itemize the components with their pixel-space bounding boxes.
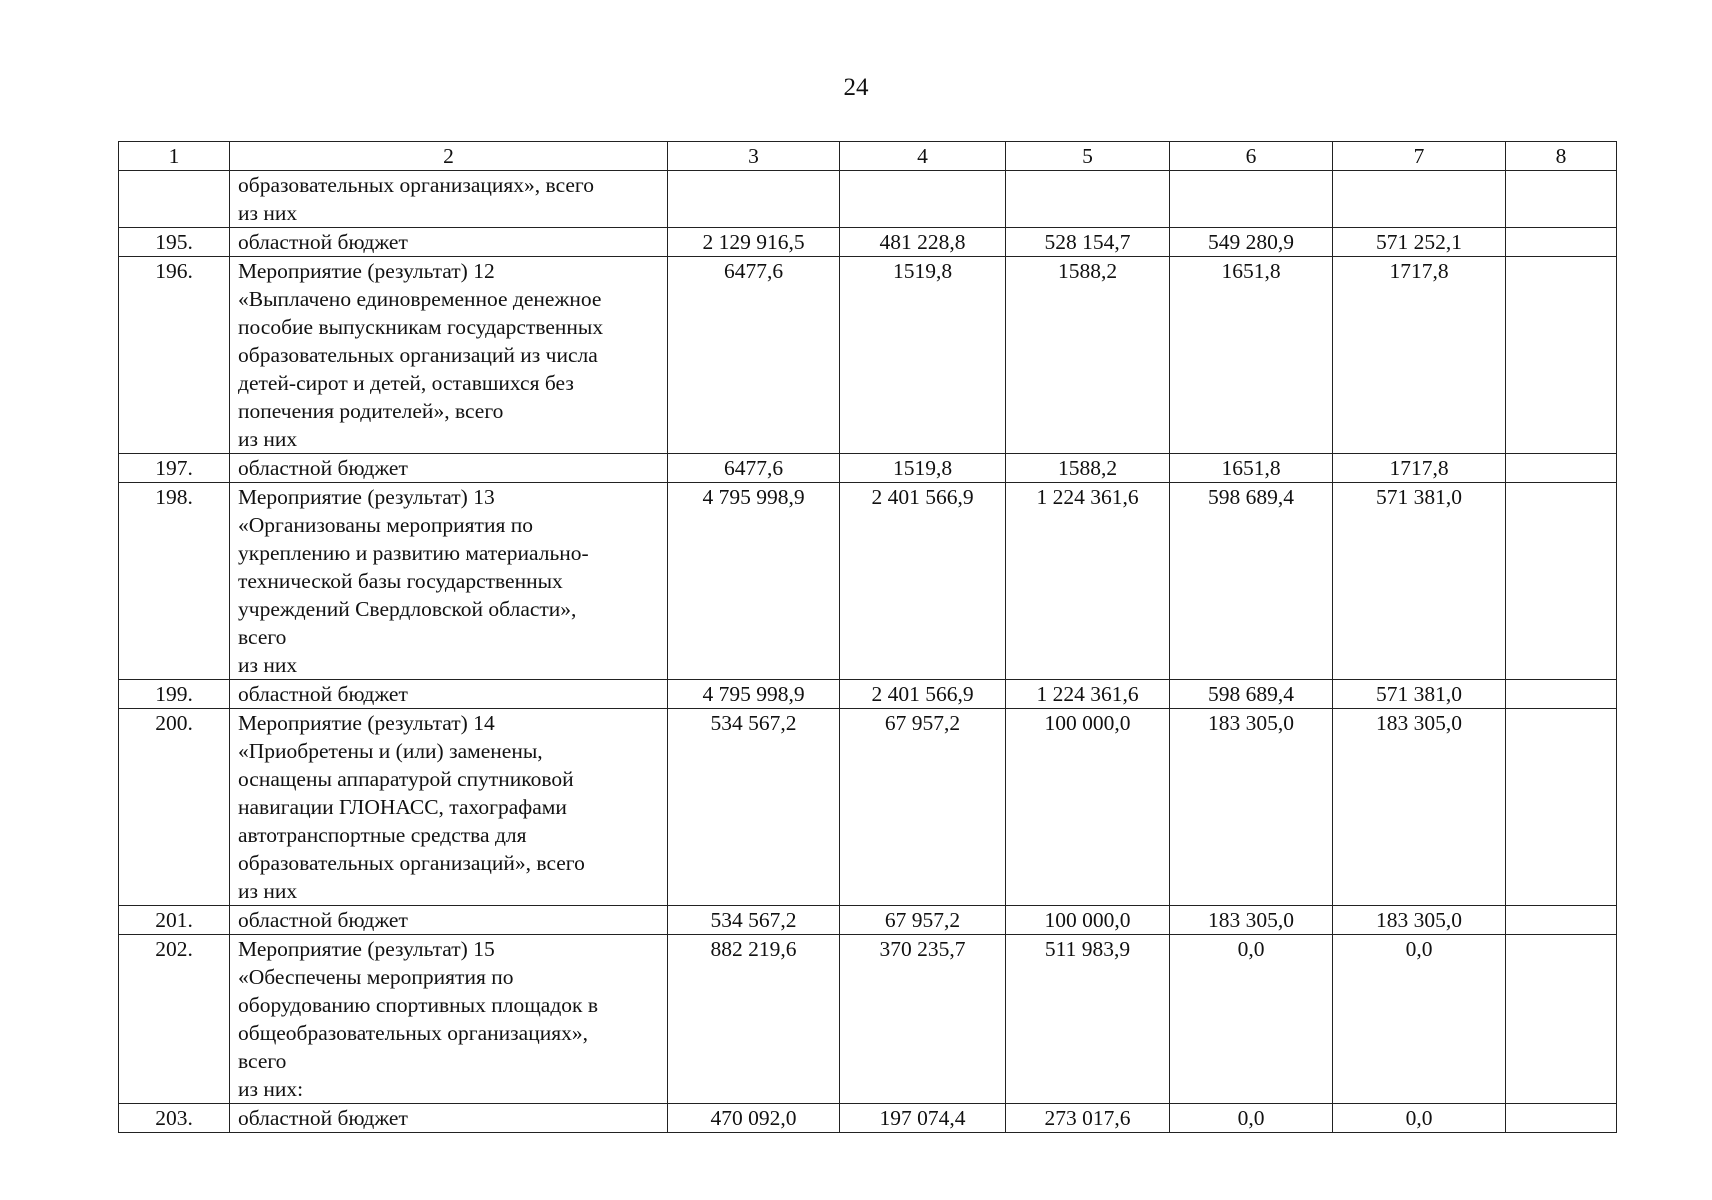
row-description — [230, 680, 668, 709]
table-row — [119, 257, 1617, 454]
value-cell-col3 — [668, 171, 840, 228]
description-line: из них: — [238, 1077, 304, 1101]
description-line: укреплению и развитию материально- — [238, 541, 589, 565]
header-row — [119, 142, 1617, 171]
value-cell-col8 — [1506, 228, 1617, 257]
value-cell-col3: 4 795 998,9 — [668, 483, 840, 680]
value-cell-col7: 571 381,0 — [1333, 483, 1506, 680]
value-cell-col5 — [1006, 171, 1170, 228]
description-line: Мероприятие (результат) 15 — [238, 937, 495, 961]
table-row — [119, 709, 1617, 906]
description-line: из них — [238, 201, 298, 225]
value-cell-col4: 481 228,8 — [840, 228, 1006, 257]
description-line: областной бюджет — [238, 908, 408, 932]
value-cell-col6: 0,0 — [1170, 1104, 1333, 1133]
value-cell-col6: 598 689,4 — [1170, 680, 1333, 709]
value-cell-col7: 1717,8 — [1333, 257, 1506, 454]
value-cell-col5: 1 224 361,6 — [1006, 680, 1170, 709]
row-number — [119, 171, 230, 228]
value-cell-col6 — [1170, 171, 1333, 228]
description-line: учреждений Свердловской области», — [238, 597, 577, 621]
row-description — [230, 257, 668, 454]
value-cell-col5: 273 017,6 — [1006, 1104, 1170, 1133]
row-number: 201. — [119, 906, 230, 935]
row-number: 195. — [119, 228, 230, 257]
description-line: общеобразовательных организациях», — [238, 1021, 588, 1045]
value-cell-col4 — [840, 171, 1006, 228]
value-cell-col3: 534 567,2 — [668, 709, 840, 906]
column-header: 5 — [1006, 142, 1170, 171]
value-cell-col7: 0,0 — [1333, 935, 1506, 1104]
description-line: образовательных организаций», всего — [238, 851, 585, 875]
column-header: 1 — [119, 142, 230, 171]
budget-table — [118, 141, 1617, 1133]
table-body — [119, 142, 1617, 1133]
row-number: 202. — [119, 935, 230, 1104]
row-description — [230, 171, 668, 228]
description-line: оснащены аппаратурой спутниковой — [238, 767, 574, 791]
value-cell-col3: 882 219,6 — [668, 935, 840, 1104]
row-description — [230, 709, 668, 906]
value-cell-col8 — [1506, 454, 1617, 483]
value-cell-col4: 67 957,2 — [840, 709, 1006, 906]
row-number: 198. — [119, 483, 230, 680]
value-cell-col3: 4 795 998,9 — [668, 680, 840, 709]
value-cell-col4: 67 957,2 — [840, 906, 1006, 935]
description-line: образовательных организациях», всего — [238, 173, 594, 197]
table-row — [119, 454, 1617, 483]
column-header: 8 — [1506, 142, 1617, 171]
row-description — [230, 906, 668, 935]
value-cell-col8 — [1506, 171, 1617, 228]
column-header: 6 — [1170, 142, 1333, 171]
value-cell-col6: 1651,8 — [1170, 257, 1333, 454]
description-line: из них — [238, 653, 298, 677]
row-description — [230, 935, 668, 1104]
description-line: образовательных организаций из числа — [238, 343, 598, 367]
value-cell-col5: 528 154,7 — [1006, 228, 1170, 257]
description-line: всего — [238, 1049, 287, 1073]
value-cell-col8 — [1506, 257, 1617, 454]
value-cell-col7: 571 381,0 — [1333, 680, 1506, 709]
row-description — [230, 483, 668, 680]
value-cell-col5: 1588,2 — [1006, 454, 1170, 483]
column-header: 4 — [840, 142, 1006, 171]
description-line: «Приобретены и (или) заменены, — [238, 739, 543, 763]
page-number: 24 — [843, 74, 869, 101]
value-cell-col8 — [1506, 906, 1617, 935]
value-cell-col5: 1 224 361,6 — [1006, 483, 1170, 680]
value-cell-col5: 100 000,0 — [1006, 906, 1170, 935]
description-line: оборудованию спортивных площадок в — [238, 993, 598, 1017]
value-cell-col3: 2 129 916,5 — [668, 228, 840, 257]
description-line: областной бюджет — [238, 230, 408, 254]
description-line: «Организованы мероприятия по — [238, 513, 533, 537]
row-number: 200. — [119, 709, 230, 906]
value-cell-col6: 183 305,0 — [1170, 906, 1333, 935]
description-line: пособие выпускникам государственных — [238, 315, 604, 339]
row-number: 196. — [119, 257, 230, 454]
description-line: из них — [238, 427, 298, 451]
column-header: 3 — [668, 142, 840, 171]
value-cell-col5: 511 983,9 — [1006, 935, 1170, 1104]
table-row — [119, 228, 1617, 257]
description-line: областной бюджет — [238, 1106, 408, 1130]
value-cell-col3: 6477,6 — [668, 257, 840, 454]
table-row — [119, 171, 1617, 228]
table-row — [119, 1104, 1617, 1133]
column-header: 2 — [230, 142, 668, 171]
value-cell-col4: 2 401 566,9 — [840, 680, 1006, 709]
value-cell-col4: 1519,8 — [840, 257, 1006, 454]
table-row — [119, 483, 1617, 680]
value-cell-col8 — [1506, 680, 1617, 709]
table-row — [119, 680, 1617, 709]
value-cell-col6: 183 305,0 — [1170, 709, 1333, 906]
description-line: технической базы государственных — [238, 569, 563, 593]
value-cell-col3: 470 092,0 — [668, 1104, 840, 1133]
value-cell-col3: 534 567,2 — [668, 906, 840, 935]
value-cell-col7: 571 252,1 — [1333, 228, 1506, 257]
description-line: навигации ГЛОНАСС, тахографами — [238, 795, 567, 819]
row-description — [230, 454, 668, 483]
description-line: из них — [238, 879, 298, 903]
value-cell-col8 — [1506, 935, 1617, 1104]
row-number: 197. — [119, 454, 230, 483]
value-cell-col7: 1717,8 — [1333, 454, 1506, 483]
description-line: Мероприятие (результат) 14 — [238, 711, 495, 735]
row-description — [230, 228, 668, 257]
row-number: 199. — [119, 680, 230, 709]
value-cell-col5: 1588,2 — [1006, 257, 1170, 454]
value-cell-col8 — [1506, 483, 1617, 680]
description-line: областной бюджет — [238, 456, 408, 480]
value-cell-col3: 6477,6 — [668, 454, 840, 483]
description-line: Мероприятие (результат) 13 — [238, 485, 495, 509]
value-cell-col6: 1651,8 — [1170, 454, 1333, 483]
value-cell-col8 — [1506, 1104, 1617, 1133]
value-cell-col7: 183 305,0 — [1333, 709, 1506, 906]
value-cell-col4: 370 235,7 — [840, 935, 1006, 1104]
value-cell-col4: 197 074,4 — [840, 1104, 1006, 1133]
table-row — [119, 935, 1617, 1104]
value-cell-col6: 0,0 — [1170, 935, 1333, 1104]
description-line: «Выплачено единовременное денежное — [238, 287, 602, 311]
description-line: Мероприятие (результат) 12 — [238, 259, 495, 283]
value-cell-col4: 1519,8 — [840, 454, 1006, 483]
value-cell-col7: 0,0 — [1333, 1104, 1506, 1133]
description-line: попечения родителей», всего — [238, 399, 504, 423]
description-line: областной бюджет — [238, 682, 408, 706]
value-cell-col7: 183 305,0 — [1333, 906, 1506, 935]
value-cell-col4: 2 401 566,9 — [840, 483, 1006, 680]
description-line: всего — [238, 625, 287, 649]
row-description — [230, 1104, 668, 1133]
row-number: 203. — [119, 1104, 230, 1133]
description-line: автотранспортные средства для — [238, 823, 527, 847]
column-header: 7 — [1333, 142, 1506, 171]
description-line: детей-сирот и детей, оставшихся без — [238, 371, 574, 395]
description-line: «Обеспечены мероприятия по — [238, 965, 514, 989]
value-cell-col8 — [1506, 709, 1617, 906]
value-cell-col6: 549 280,9 — [1170, 228, 1333, 257]
value-cell-col5: 100 000,0 — [1006, 709, 1170, 906]
table-row — [119, 906, 1617, 935]
value-cell-col6: 598 689,4 — [1170, 483, 1333, 680]
value-cell-col7 — [1333, 171, 1506, 228]
